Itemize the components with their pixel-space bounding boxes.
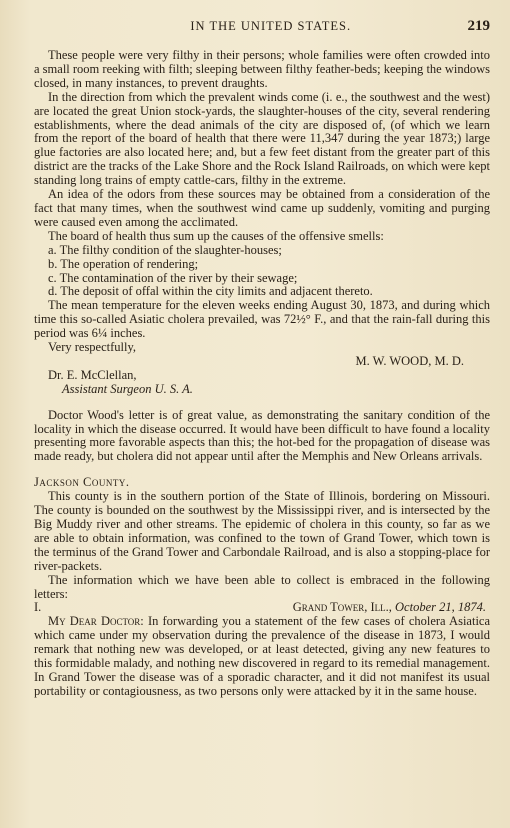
paragraph: The board of health thus sum up the causes of the offensive smells:	[48, 228, 384, 243]
spacer	[34, 397, 490, 409]
letter-dateline	[34, 601, 490, 615]
letter-numeral: I.	[34, 600, 42, 615]
section-heading: Jackson County.	[34, 475, 130, 490]
cause-item: b. The operation of rendering;	[48, 256, 199, 271]
letter-place-date	[293, 601, 486, 615]
page-header	[34, 18, 490, 35]
letter-body	[34, 615, 490, 698]
cause-item: a. The filthy condition of the slaughter-houses;	[48, 242, 282, 257]
paragraph: The information which we have been able to collect is embraced in the following letters:	[34, 572, 490, 601]
signature: M. W. WOOD, M. D.	[355, 353, 464, 368]
paragraph: An idea of the odors from these sources may be obtained from a consideration of the fact that many times, when the southwest wind came up suddenly, vomiting and purging were caused even among the acclimated.	[34, 187, 490, 229]
letter-place: Grand Tower, Ill.,	[292, 600, 392, 615]
paragraph: The mean temperature for the eleven weeks ending August 30, 1873, and during which time this so-called Asiatic cholera prevailed, was 72½° F., and that the rain-fall during this period was 6¼ inches.	[34, 298, 490, 341]
letter-date: October 21, 1874.	[395, 600, 486, 615]
cause-item: c. The contamination of the river by their sewage;	[48, 270, 298, 285]
letter-salutation: My Dear Doctor:	[48, 614, 144, 629]
running-head: IN THE UNITED STATES.	[190, 19, 352, 33]
paragraph: These people were very filthy in their persons; whole families were often crowded into a small room reeking with filth; sleeping between filthy feather-beds; keeping the windows closed, in many instances, to prevent draughts.	[34, 48, 490, 90]
page-body	[34, 49, 490, 699]
letter-body-text: In forwarding you a statement of the few cases of cholera Asiatica which came under my observation during the prevalence of the disease in 1873, I would remark that nothing new was developed, or at least detected, giving any new features to this formidable malady, and nothing new discovered in regard to its remedial management. In Grand Tower the disease was of a sporadic character, and it did not manifest its usual portability or contagiousness, as two persons only were attacked by it in the same house.	[34, 614, 491, 698]
recipient-name: Dr. E. McClellan,	[48, 367, 137, 382]
cause-item: d. The deposit of offal within the city limits and adjacent thereto.	[48, 284, 373, 299]
page-number: 219	[467, 18, 490, 34]
paragraph: This county is in the southern portion of the State of Illinois, bordering on Missouri. The county is bounded on the southwest by the Mississippi river, and is intersected by the Big Muddy river and other streams. The epidemic of cholera in this county, so far as we are able to obtain information, was confined to the town of Grand Tower, which town is the terminus of the Grand Tower and Carbondale Railroad, and is also a stopping-place for river-packets.	[34, 489, 490, 573]
paragraph: In the direction from which the prevalent winds come (i. e., the southwest and the west) are located the great Union stock-yards, the slaughter-houses of the city, several rendering establishments, where the dead animals of the city are disposed of, (of which we learn from the report of the board of health that there were 11,347 during the year 1873;) large glue factories are also located here; and, but a few feet distant from the greater part of this district are the tracks of the Lake Shore and the Rock Island Railroads, on which were kept standing long trains of empty cattle-cars, filthy in the extreme.	[34, 89, 490, 188]
letter-closing: Very respectfully,	[48, 340, 137, 355]
paragraph: Doctor Wood's letter is of great value, as demonstrating the sanitary condition of the locality in which the disease occurred. It would have been difficult to have found a locality presenting more favorable aspects than this; the hot-bed for the propagation of disease was made ready, but cholera did not appear until after the Memphis and New Orleans arrivals.	[34, 407, 490, 464]
recipient-title: Assistant Surgeon U. S. A.	[62, 381, 193, 396]
